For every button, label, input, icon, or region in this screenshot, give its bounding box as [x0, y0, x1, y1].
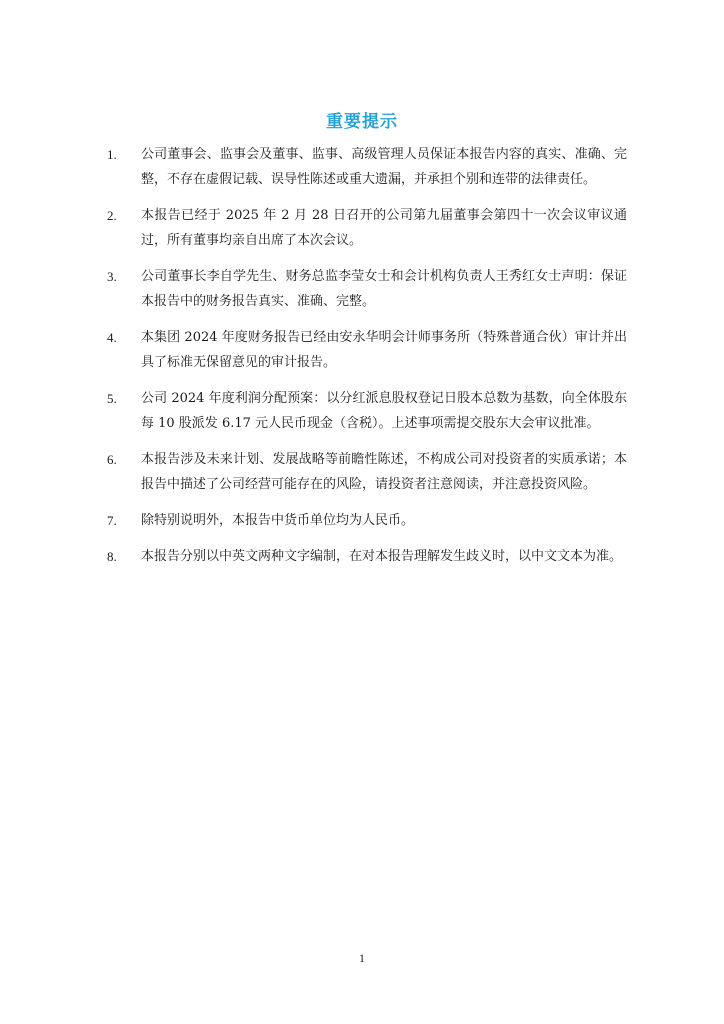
page-number: 1 [359, 951, 365, 965]
list-item [107, 203, 627, 253]
item-number: 7. [107, 513, 117, 528]
list-item [107, 264, 627, 314]
item-text: 本报告涉及未来计划、发展战略等前瞻性陈述，不构成公司对投资者的实质承诺；本报告中描述了公司经营可能存在的风险，请投资者注意阅读，并注意投资风险。 [141, 452, 627, 492]
item-number: 5. [107, 391, 117, 406]
item-text: 公司 2024 年度利润分配预案：以分红派息股权登记日股本总数为基数，向全体股东每 10 股派发 6.17 元人民币现金（含税）。上述事项需提交股东大会审议批准。 [141, 391, 627, 431]
list-item [107, 386, 627, 436]
item-number: 4. [107, 330, 117, 345]
item-number: 1. [107, 147, 117, 162]
list-item [107, 447, 627, 497]
item-text: 公司董事长李自学先生、财务总监李莹女士和会计机构负责人王秀红女士声明：保证本报告中的财务报告真实、准确、完整。 [141, 269, 627, 309]
item-number: 2. [107, 208, 117, 223]
list-item [107, 544, 627, 569]
item-text: 公司董事会、监事会及董事、监事、高级管理人员保证本报告内容的真实、准确、完整，不存在虚假记载、误导性陈述或重大遗漏，并承担个别和连带的法律责任。 [141, 147, 627, 187]
item-text: 本报告分别以中英文两种文字编制，在对本报告理解发生歧义时，以中文文本为准。 [141, 549, 623, 564]
item-text: 本报告已经于 2025 年 2 月 28 日召开的公司第九届董事会第四十一次会议审议通过，所有董事均亲自出席了本次会议。 [141, 208, 627, 248]
list-item [107, 508, 627, 533]
item-text: 本集团 2024 年度财务报告已经由安永华明会计师事务所（特殊普通合伙）审计并出具了标准无保留意见的审计报告。 [141, 330, 627, 370]
list-item [107, 142, 627, 192]
item-text: 除特别说明外，本报告中货币单位均为人民币。 [141, 513, 415, 528]
item-number: 6. [107, 452, 117, 467]
list-item [107, 325, 627, 375]
page-title: 重要提示 [326, 112, 398, 132]
item-number: 3. [107, 269, 117, 284]
item-number: 8. [107, 549, 117, 564]
notice-list [107, 142, 627, 580]
